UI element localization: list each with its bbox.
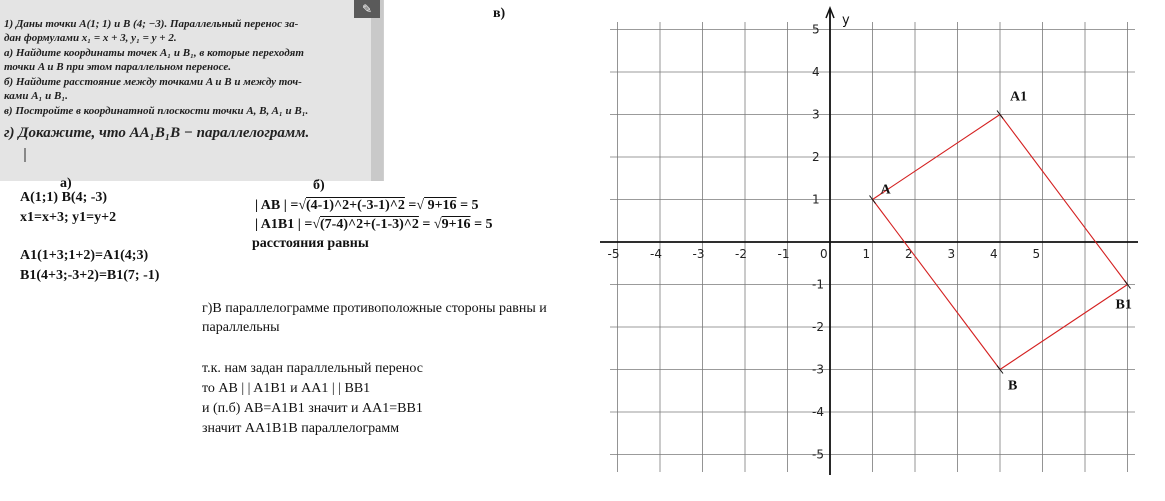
task-line-7: в) Постройте в координатной плоскости точки A, B, A₁ и B₁. [4,105,309,117]
x-tick-label: 2 [905,247,913,261]
point-label-A: A [880,182,891,198]
a1b1-mid: = [418,217,434,232]
ab-prefix: | AB | = [255,198,299,213]
a1b1-prefix: | A1B1 | = [255,217,313,232]
ab-radicand-1: (4-1)^2+(-3-1)^2 [306,198,405,213]
part-b-label: б) [313,178,325,193]
y-tick-label: -1 [812,277,824,292]
a1b1-radicand-2: 9+16 [441,217,471,232]
task-line-4: точки A и B при этом параллельном переносе. [4,61,231,73]
sqrt-icon: √ [416,198,425,213]
x-tick-label: -1 [777,247,790,261]
y-tick-label: -3 [812,362,824,377]
part-g-line-4: т.к. нам задан параллельный перенос [202,361,423,376]
y-tick-label: 3 [812,107,820,122]
part-g-line-2: параллельны [202,320,280,335]
y-tick-label: 5 [812,22,820,37]
x-tick-label: 1 [862,247,871,261]
part-g-line-6: и (п.б) AB=A1B1 значит и AA1=BB1 [202,401,423,416]
task-line-3: а) Найдите координаты точек A₁ и B₁, в которые переходят [4,47,304,59]
ab-radicand-2: 9+16 [424,198,457,213]
axes [600,8,1138,475]
scan-scrollbar[interactable] [371,0,383,181]
part-b-line-2 [255,217,493,233]
part-a-line-2: x1=x+3; y1=y+2 [20,210,117,225]
y-tick-label: 4 [812,65,820,79]
x-tick-label: -2 [735,247,747,261]
y-tick-label: 1 [812,192,820,207]
sqrt-icon: √ [298,198,307,213]
part-b-line-1 [255,198,479,214]
text-cursor [24,148,26,162]
x-tick-label: 0 [820,247,828,261]
y-tick-label: -5 [812,447,824,462]
x-tick-label: 5 [1032,247,1041,261]
a1b1-radicand-1: (7-4)^2+(-1-3)^2 [320,217,419,232]
x-tick-label: 3 [947,247,956,261]
part-a-line-1: A(1;1) B(4; -3) [20,190,108,205]
task-line-2: дан формулами x₁ = x + 3, y₁ = y + 2. [4,32,177,44]
x-tick-label: -3 [692,247,705,261]
y-tick-label: -4 [812,405,824,419]
ab-mid: = [404,198,417,213]
y-axis-label: y [842,13,850,28]
task-line-5: б) Найдите расстояние между точками A и B и между точ- [4,76,302,88]
x-tick-label: -4 [650,247,662,261]
coordinate-plane [590,0,1165,501]
part-g-line-1: г)В параллелограмме противоположные стороны равны и [202,301,547,316]
x-tick-label: -5 [607,247,620,261]
task-line-1: 1) Даны точки A(1; 1) и B (4; −3). Параллельный перенос за- [4,18,299,30]
y-tick-label: 2 [812,150,820,164]
part-a-line-5: B1(4+3;-3+2)=B1(7; -1) [20,268,160,283]
part-g-line-5: то AB | | A1B1 и AA1 | | BB1 [202,381,371,396]
y-tick-label: -2 [812,320,824,334]
part-g-line-7: значит AA1B1B параллелограмм [202,421,400,436]
point-label-B1: B1 [1115,297,1132,313]
pencil-square-icon[interactable]: ✎ [354,0,380,18]
point-label-A1: A1 [1010,89,1028,105]
grid [607,22,1135,472]
textbook-task-scan [0,0,384,181]
a1b1-result: = 5 [470,217,493,232]
task-line-g: г) Докажите, что AA₁B₁B − параллелограмм. [4,125,310,141]
task-line-6: ками A₁ и B₁. [4,90,68,102]
part-a-label: а) [60,176,72,191]
ab-result: = 5 [456,198,479,213]
point-label-B: B [1008,378,1018,394]
part-a-line-4: A1(1+3;1+2)=A1(4;3) [20,248,149,263]
part-v-label: в) [493,6,506,21]
sqrt-icon: √ [433,217,442,232]
x-tick-label: 4 [990,247,998,261]
part-b-conclusion: расстояния равны [252,236,369,251]
sqrt-icon: √ [312,217,321,232]
